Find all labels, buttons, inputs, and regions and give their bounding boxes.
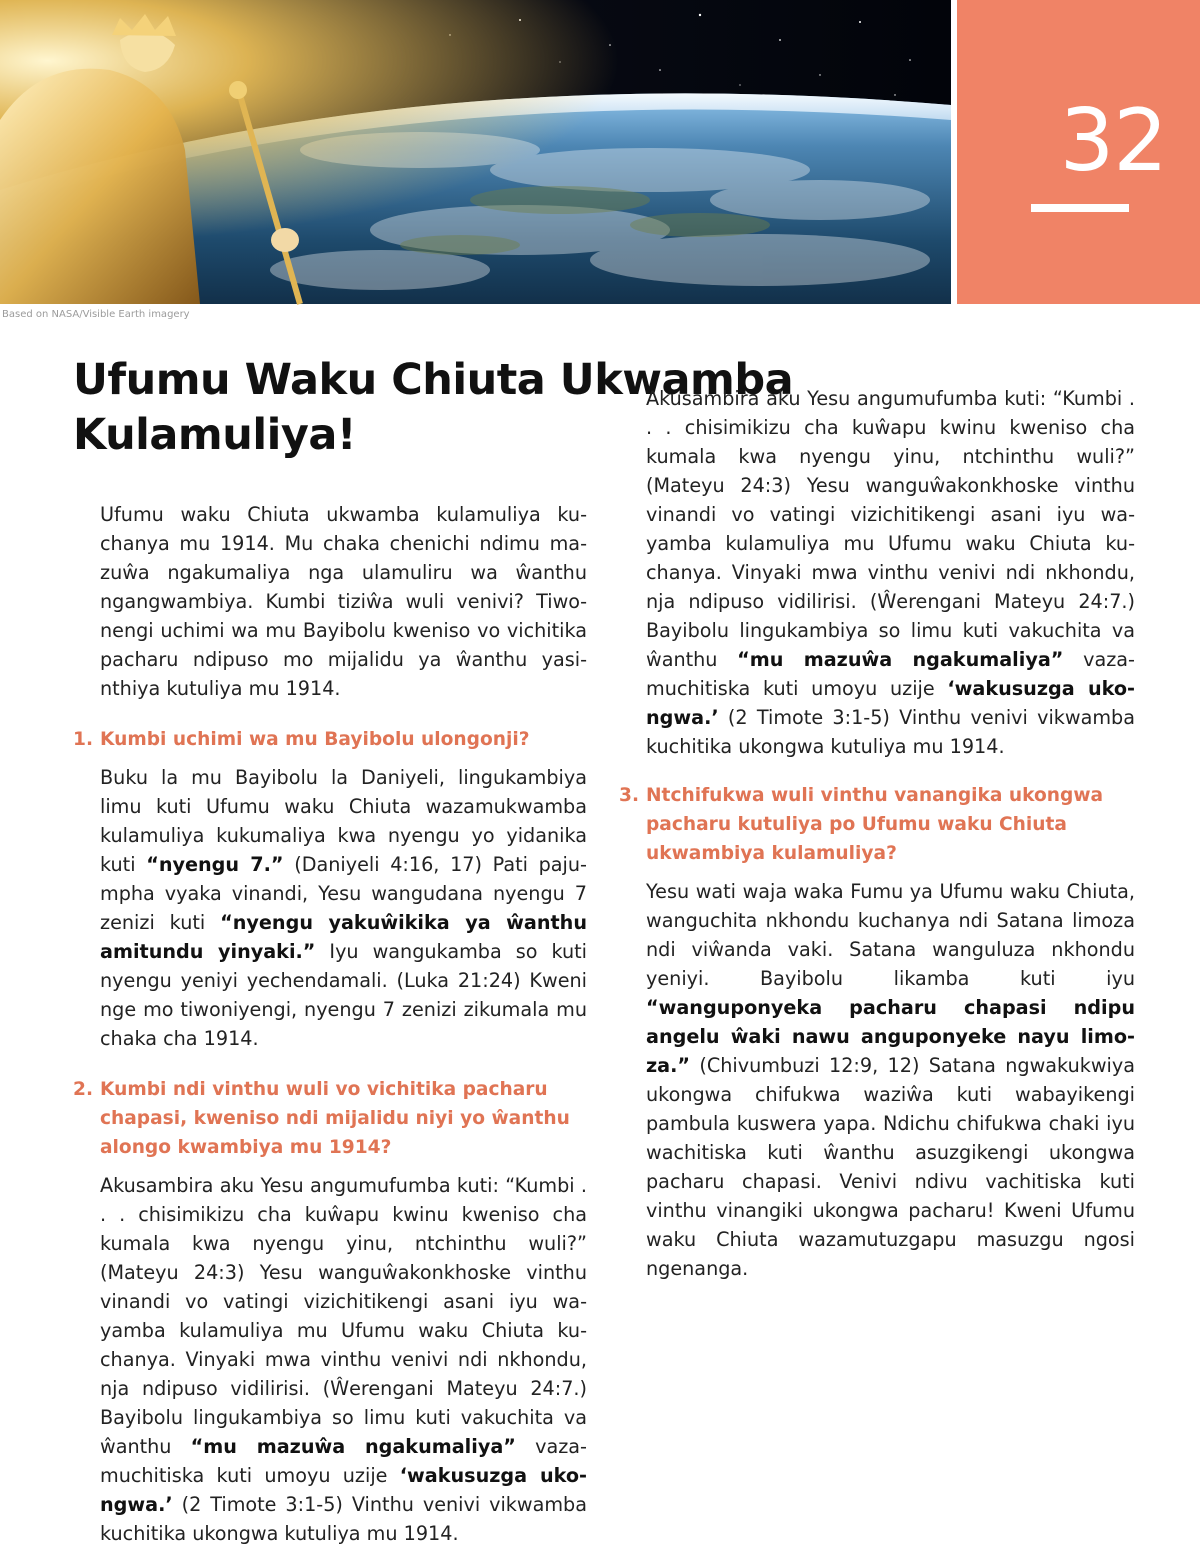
text-run: vazamuchitiska kuti umoyu uzije xyxy=(100,1435,587,1487)
text-run: vazamuchitiska kuti umoyu uzije xyxy=(646,648,1135,700)
chapter-underline xyxy=(1031,204,1129,212)
text-run: (Daniyeli 4:16, 17) Pati pajumpha vyaka vinandi, Yesu wangudana nyengu 7 zenizi kuti xyxy=(100,853,587,934)
answer-1-paragraph xyxy=(73,763,587,1053)
right-column xyxy=(619,387,1135,1294)
answer-2-continuation xyxy=(619,387,1135,761)
intro-paragraph: Ufumu waku Chiuta ukwamba kulamuliya kuchanya mu 1914. Mu chaka chenichi ndimu mazuŵa ngakumaliya nga ulamuliru wa ŵanthu ngangwambiya. Kumbi tiziŵa wuli venivi? Tiwonengi uchimi wa mu Bayibolu kweniso vo vichitika pacharu ndipuso mo mijalidu ya ŵanthu yasinthiya kutuliya mu 1914. xyxy=(100,503,587,700)
question-3 xyxy=(619,781,1135,868)
answer-2-continued xyxy=(619,384,1135,761)
image-credit: Based on NASA/Visible Earth imagery xyxy=(2,309,190,320)
bold-quote: ‘wakusuzga ukongwa.’ xyxy=(646,677,1135,729)
bold-quote: “nyengu 7.” xyxy=(146,853,284,876)
text-run: (2 Timote 3:1-5) Vinthu venivi vikwamba kuchitika ukongwa kutuliya mu 1914. xyxy=(646,706,1135,758)
question-number: 3. xyxy=(619,785,640,806)
text-run: Akusambira aku Yesu angumufumba kuti: “Kumbi . . . chisimikizu cha kuŵapu kwinu kweniso cha kumala kwa nyengu yinu, ntchinthu wuli?” (Mateyu 24:3) Yesu wanguŵakonkhoske vinthu vinandi vo vatingi vizichitikengi asani iyu wayamba kulamuliya mu Ufumu waku Chiuta kuchanya. Vinyaki mwa vinthu venivi ndi nkhondu, nja ndipuso vidilirisi. (Ŵerengani Mateyu 24:7.) Bayibolu lingukambiya so limu kuti vakuchita va ŵanthu xyxy=(646,387,1135,671)
chapter-badge xyxy=(957,0,1200,304)
text-run: Iyu wangukamba so kuti nyengu yeniyi yechendamali. (Luka 21:24) Kweni nge mo tiwoniyengi, nyengu 7 zenizi zikumala mu chaka cha 1914. xyxy=(100,940,587,1050)
text-run: (2 Timote 3:1-5) Vinthu venivi vikwamba kuchitika ukongwa kutuliya mu 1914. xyxy=(100,1493,587,1545)
question-1 xyxy=(73,725,587,754)
answer-2-paragraph xyxy=(73,1171,587,1548)
bold-quote: “wanguponyeka pacharu chapasi ndipu angelu ŵaki nawu anguponyeke nayu limoza.” xyxy=(646,996,1135,1077)
left-column xyxy=(73,500,587,1545)
question-text: Kumbi uchimi wa mu Bayibolu ulongonji? xyxy=(100,729,530,750)
question-text: Kumbi ndi vinthu wuli vo vichitika pacharu chapasi, kweniso ndi mijalidu niyi yo ŵanthu alongo kwambiya mu 1914? xyxy=(100,1079,570,1158)
text-run: (Chivumbuzi 12:9, 12) Satana ngwakukwiya ukongwa chifukwa waziŵa kuti wabayikengi pambula kuswera yapa. Ndichu chifukwa chaki iyu wachitiska kuti ŵanthu asuzgikengi ukongwa pacharu chapasi. Venivi ndivu vachitiska kuti vinthu vinangiki ukongwa pacharu! Kweni Ufumu waku Chiuta wazamutuzgapu masuzgu ngosi ngenanga. xyxy=(646,1054,1135,1280)
chapter-number: 32 xyxy=(1059,91,1167,191)
question-text: Ntchifukwa wuli vinthu vanangika ukongwa pacharu kutuliya po Ufumu waku Chiuta ukwambiya kulamuliya? xyxy=(646,785,1104,864)
earth-from-space-illustration xyxy=(0,0,951,304)
bold-quote: ‘wakusuzga ukongwa.’ xyxy=(100,1464,587,1516)
question-number: 2. xyxy=(73,1079,94,1100)
bold-quote: “mu mazuŵa ngakumaliya” xyxy=(737,648,1064,671)
hero-image xyxy=(0,0,951,304)
question-2 xyxy=(73,1075,587,1162)
text-run: Yesu wati waja waka Fumu ya Ufumu waku Chiuta, wanguchita nkhondu kuchanya ndi Satana limoza ndi viŵanda vaki. Satana wanguluza nkhondu yeniyi. Bayibolu likamba kuti iyu xyxy=(646,880,1135,990)
text-run: Buku la mu Bayibolu la Daniyeli, lingukambiya limu kuti Ufumu waku Chiuta wazamukwamba kulamuliya kukumaliya kwa nyengu yo yidanika kuti xyxy=(100,766,587,876)
page-title: Ufumu Waku Chiuta Ukwamba Kulamuliya! xyxy=(73,355,794,460)
bold-quote: “mu mazuŵa ngakumaliya” xyxy=(190,1435,516,1458)
text-run: Akusambira aku Yesu angumufumba kuti: “Kumbi . . . chisimikizu cha kuŵapu kwinu kweniso cha kumala kwa nyengu yinu, ntchinthu wuli?” (Mateyu 24:3) Yesu wanguŵakonkhoske vinthu vinandi vo vatingi vizichitikengi asani iyu wayamba kulamuliya mu Ufumu waku Chiuta kuchanya. Vinyaki mwa vinthu venivi ndi nkhondu, nja ndipuso vidilirisi. (Ŵerengani Mateyu 24:7.) Bayibolu lingukambiya so limu kuti vakuchita va ŵanthu xyxy=(100,1174,587,1458)
question-number: 1. xyxy=(73,729,94,750)
answer-3-paragraph xyxy=(619,877,1135,1283)
bold-quote: “nyengu yakuŵikika ya ŵanthu amitundu yinyaki.” xyxy=(100,911,587,963)
